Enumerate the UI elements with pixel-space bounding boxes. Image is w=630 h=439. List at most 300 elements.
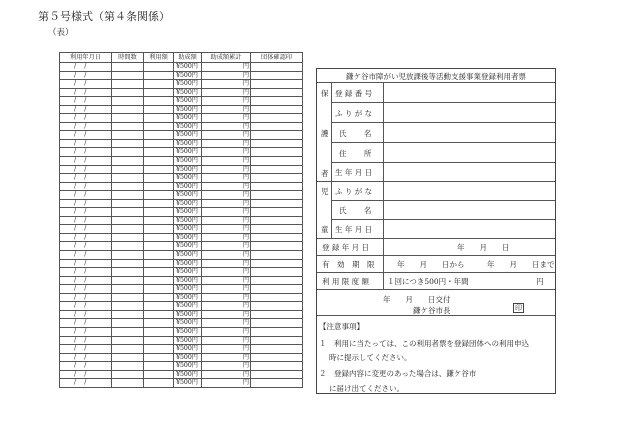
group-seal-cell (251, 370, 303, 379)
table-row (60, 353, 303, 362)
form-subtitle: （表） (48, 28, 74, 38)
usage-amount-cell (144, 327, 174, 336)
group-seal-cell (251, 139, 303, 148)
subsidy-cumulative-cell: 円 (202, 379, 251, 388)
subsidy-cumulative-cell: 円 (202, 251, 251, 260)
subsidy-cumulative-cell: 円 (202, 233, 251, 242)
hours-cell (112, 63, 144, 72)
usage-amount-cell (144, 293, 174, 302)
hours-cell (112, 276, 144, 285)
subsidy-cumulative-cell: 円 (202, 71, 251, 80)
subsidy-cumulative-cell: 円 (202, 80, 251, 89)
hours-cell (112, 242, 144, 251)
group-seal-cell (251, 97, 303, 106)
subsidy-amount-cell: ¥500円 (174, 285, 202, 294)
validity-label: 有 効 期 限 (322, 260, 375, 269)
subsidy-amount-cell: ¥500円 (174, 259, 202, 268)
hours-cell (112, 71, 144, 80)
subsidy-cumulative-cell: 円 (202, 97, 251, 106)
table-row (60, 251, 303, 260)
header-hours: 時間数 (112, 53, 144, 63)
hours-cell (112, 379, 144, 388)
group-seal-cell (251, 233, 303, 242)
hours-cell (112, 97, 144, 106)
usage-date-cell: / / (60, 319, 112, 328)
hours-cell (112, 293, 144, 302)
child-char-1: 児 (321, 187, 329, 196)
usage-amount-cell (144, 105, 174, 114)
hours-cell (112, 310, 144, 319)
group-seal-cell (251, 88, 303, 97)
group-seal-cell (251, 71, 303, 80)
subsidy-amount-cell: ¥500円 (174, 302, 202, 311)
usage-limit-value: １回につき500円・年間 円 (387, 277, 544, 286)
subsidy-amount-cell: ¥500円 (174, 174, 202, 183)
usage-amount-cell (144, 379, 174, 388)
usage-amount-cell (144, 285, 174, 294)
note-line-1: １ 利用に当たっては、この利用者票を登録団体への利用申込 (319, 339, 529, 348)
group-seal-cell (251, 362, 303, 371)
table-row (60, 379, 303, 388)
usage-date-cell: / / (60, 310, 112, 319)
table-row (60, 327, 303, 336)
hours-cell (112, 182, 144, 191)
hours-cell (112, 251, 144, 260)
guardian-furigana-label: ふ り が な (335, 109, 373, 118)
subsidy-amount-cell: ¥500円 (174, 114, 202, 123)
subsidy-amount-cell: ¥500円 (174, 293, 202, 302)
subsidy-cumulative-cell: 円 (202, 182, 251, 191)
subsidy-amount-cell: ¥500円 (174, 105, 202, 114)
subsidy-cumulative-cell: 円 (202, 105, 251, 114)
subsidy-amount-cell: ¥500円 (174, 319, 202, 328)
subsidy-amount-cell: ¥500円 (174, 362, 202, 371)
hours-cell (112, 88, 144, 97)
table-row (60, 276, 303, 285)
usage-amount-cell (144, 97, 174, 106)
table-row (60, 165, 303, 174)
usage-amount-cell (144, 345, 174, 354)
group-seal-cell (251, 80, 303, 89)
usage-date-cell: / / (60, 379, 112, 388)
subsidy-amount-cell: ¥500円 (174, 276, 202, 285)
usage-amount-cell (144, 276, 174, 285)
guardian-char-3: 者 (321, 169, 329, 178)
hours-cell (112, 319, 144, 328)
usage-amount-cell (144, 174, 174, 183)
usage-date-cell: / / (60, 114, 112, 123)
subsidy-amount-cell: ¥500円 (174, 268, 202, 277)
usage-date-cell: / / (60, 122, 112, 131)
usage-date-cell: / / (60, 131, 112, 140)
usage-amount-cell (144, 362, 174, 371)
subsidy-amount-cell: ¥500円 (174, 336, 202, 345)
table-row (60, 319, 303, 328)
usage-date-cell: / / (60, 148, 112, 157)
subsidy-amount-cell: ¥500円 (174, 233, 202, 242)
hours-cell (112, 165, 144, 174)
usage-date-cell: / / (60, 370, 112, 379)
header-usage-date: 利用年月日 (60, 53, 112, 63)
usage-date-cell: / / (60, 259, 112, 268)
table-row (60, 157, 303, 166)
hours-cell (112, 174, 144, 183)
child-birthdate-label: 生 年 月 日 (335, 225, 373, 234)
subsidy-cumulative-cell: 円 (202, 148, 251, 157)
subsidy-cumulative-cell: 円 (202, 310, 251, 319)
usage-amount-cell (144, 302, 174, 311)
usage-date-cell: / / (60, 276, 112, 285)
subsidy-amount-cell: ¥500円 (174, 88, 202, 97)
subsidy-amount-cell: ¥500円 (174, 97, 202, 106)
subsidy-cumulative-cell: 円 (202, 208, 251, 217)
group-seal-cell (251, 216, 303, 225)
subsidy-amount-cell: ¥500円 (174, 216, 202, 225)
usage-date-cell: / / (60, 97, 112, 106)
table-row (60, 114, 303, 123)
child-furigana-label: ふ り が な (335, 187, 373, 196)
group-seal-cell (251, 174, 303, 183)
registered-user-card (316, 68, 556, 394)
subsidy-cumulative-cell: 円 (202, 131, 251, 140)
table-row (60, 97, 303, 106)
subsidy-amount-cell: ¥500円 (174, 251, 202, 260)
hours-cell (112, 327, 144, 336)
registration-date-value: 年 月 日 (457, 243, 510, 252)
subsidy-cumulative-cell: 円 (202, 122, 251, 131)
hours-cell (112, 199, 144, 208)
usage-date-cell: / / (60, 302, 112, 311)
subsidy-amount-cell: ¥500円 (174, 131, 202, 140)
usage-amount-cell (144, 259, 174, 268)
subsidy-cumulative-cell: 円 (202, 165, 251, 174)
hours-cell (112, 114, 144, 123)
usage-limit-label: 利 用 限 度 額 (322, 277, 370, 286)
usage-date-cell: / / (60, 182, 112, 191)
group-seal-cell (251, 191, 303, 200)
hours-cell (112, 259, 144, 268)
usage-date-cell: / / (60, 157, 112, 166)
group-seal-cell (251, 293, 303, 302)
subsidy-cumulative-cell: 円 (202, 353, 251, 362)
header-subsidy-amount: 助成額 (174, 53, 202, 63)
group-seal-cell (251, 157, 303, 166)
usage-date-cell: / / (60, 225, 112, 234)
usage-amount-cell (144, 336, 174, 345)
subsidy-amount-cell: ¥500円 (174, 165, 202, 174)
subsidy-cumulative-cell: 円 (202, 242, 251, 251)
note-line-4: に届け出てください。 (329, 384, 404, 393)
group-seal-cell (251, 336, 303, 345)
group-seal-cell (251, 63, 303, 72)
group-seal-cell (251, 114, 303, 123)
usage-amount-cell (144, 208, 174, 217)
table-row (60, 345, 303, 354)
subsidy-cumulative-cell: 円 (202, 157, 251, 166)
hours-cell (112, 233, 144, 242)
group-seal-cell (251, 302, 303, 311)
child-name-label: 氏 名 (339, 206, 372, 215)
table-row (60, 242, 303, 251)
card-title: 鎌ケ谷市障がい児放課後等活動支援事業登録利用者票 (346, 72, 526, 81)
usage-date-cell: / / (60, 327, 112, 336)
group-seal-cell (251, 379, 303, 388)
table-row (60, 191, 303, 200)
subsidy-amount-cell: ¥500円 (174, 345, 202, 354)
subsidy-amount-cell: ¥500円 (174, 71, 202, 80)
subsidy-cumulative-cell: 円 (202, 268, 251, 277)
usage-date-cell: / / (60, 242, 112, 251)
usage-amount-cell (144, 191, 174, 200)
subsidy-amount-cell: ¥500円 (174, 225, 202, 234)
subsidy-amount-cell: ¥500円 (174, 182, 202, 191)
group-seal-cell (251, 208, 303, 217)
usage-date-cell: / / (60, 353, 112, 362)
hours-cell (112, 216, 144, 225)
table-row (60, 71, 303, 80)
usage-date-cell: / / (60, 285, 112, 294)
subsidy-cumulative-cell: 円 (202, 276, 251, 285)
registration-date-label: 登 録 年 月 日 (322, 243, 370, 252)
group-seal-cell (251, 131, 303, 140)
usage-amount-cell (144, 242, 174, 251)
table-row (60, 63, 303, 72)
hours-cell (112, 302, 144, 311)
group-seal-cell (251, 310, 303, 319)
usage-date-cell: / / (60, 191, 112, 200)
usage-date-cell: / / (60, 208, 112, 217)
child-char-2: 童 (321, 225, 329, 234)
table-row (60, 208, 303, 217)
group-seal-cell (251, 242, 303, 251)
usage-date-cell: / / (60, 233, 112, 242)
subsidy-cumulative-cell: 円 (202, 336, 251, 345)
group-seal-cell (251, 259, 303, 268)
subsidy-cumulative-cell: 円 (202, 139, 251, 148)
usage-amount-cell (144, 157, 174, 166)
guardian-address-label: 住 所 (339, 149, 372, 158)
usage-date-cell: / / (60, 199, 112, 208)
group-seal-cell (251, 276, 303, 285)
subsidy-cumulative-cell: 円 (202, 88, 251, 97)
table-row (60, 80, 303, 89)
subsidy-cumulative-cell: 円 (202, 191, 251, 200)
hours-cell (112, 225, 144, 234)
usage-amount-cell (144, 88, 174, 97)
subsidy-amount-cell: ¥500円 (174, 139, 202, 148)
usage-table-header-row (60, 53, 303, 63)
hours-cell (112, 362, 144, 371)
group-seal-cell (251, 251, 303, 260)
table-row (60, 293, 303, 302)
usage-record-table (59, 52, 303, 388)
subsidy-amount-cell: ¥500円 (174, 199, 202, 208)
usage-amount-cell (144, 63, 174, 72)
hours-cell (112, 148, 144, 157)
subsidy-amount-cell: ¥500円 (174, 148, 202, 157)
usage-amount-cell (144, 310, 174, 319)
guardian-name-label: 氏 名 (339, 129, 372, 138)
usage-date-cell: / / (60, 174, 112, 183)
subsidy-amount-cell: ¥500円 (174, 208, 202, 217)
table-row (60, 233, 303, 242)
subsidy-amount-cell: ¥500円 (174, 370, 202, 379)
subsidy-amount-cell: ¥500円 (174, 379, 202, 388)
table-row (60, 139, 303, 148)
subsidy-amount-cell: ¥500円 (174, 310, 202, 319)
table-row (60, 285, 303, 294)
hours-cell (112, 157, 144, 166)
subsidy-cumulative-cell: 円 (202, 319, 251, 328)
subsidy-amount-cell: ¥500円 (174, 80, 202, 89)
table-row (60, 216, 303, 225)
group-seal-cell (251, 319, 303, 328)
note-line-2: 時に提示してください。 (329, 353, 412, 362)
group-seal-cell (251, 182, 303, 191)
table-row (60, 336, 303, 345)
guardian-char-2: 護 (321, 129, 329, 138)
subsidy-cumulative-cell: 円 (202, 259, 251, 268)
hours-cell (112, 353, 144, 362)
hours-cell (112, 268, 144, 277)
hours-cell (112, 122, 144, 131)
usage-date-cell: / / (60, 88, 112, 97)
subsidy-amount-cell: ¥500円 (174, 122, 202, 131)
subsidy-cumulative-cell: 円 (202, 285, 251, 294)
hours-cell (112, 191, 144, 200)
group-seal-cell (251, 353, 303, 362)
usage-date-cell: / / (60, 80, 112, 89)
header-group-seal: 団体確認印 (251, 53, 303, 63)
note-line-3: ２ 登録内容に変更のあった場合は、鎌ケ谷市 (319, 369, 477, 378)
subsidy-amount-cell: ¥500円 (174, 327, 202, 336)
usage-date-cell: / / (60, 105, 112, 114)
subsidy-cumulative-cell: 円 (202, 370, 251, 379)
hours-cell (112, 131, 144, 140)
usage-amount-cell (144, 80, 174, 89)
table-row (60, 199, 303, 208)
usage-amount-cell (144, 370, 174, 379)
group-seal-cell (251, 285, 303, 294)
subsidy-amount-cell: ¥500円 (174, 191, 202, 200)
group-seal-cell (251, 345, 303, 354)
group-seal-cell (251, 268, 303, 277)
table-row (60, 362, 303, 371)
hours-cell (112, 285, 144, 294)
usage-date-cell: / / (60, 71, 112, 80)
subsidy-cumulative-cell: 円 (202, 199, 251, 208)
table-row (60, 302, 303, 311)
usage-amount-cell (144, 165, 174, 174)
usage-date-cell: / / (60, 362, 112, 371)
subsidy-amount-cell: ¥500円 (174, 63, 202, 72)
usage-amount-cell (144, 319, 174, 328)
usage-amount-cell (144, 71, 174, 80)
usage-amount-cell (144, 251, 174, 260)
subsidy-cumulative-cell: 円 (202, 302, 251, 311)
usage-amount-cell (144, 216, 174, 225)
usage-date-cell: / / (60, 293, 112, 302)
table-row (60, 105, 303, 114)
group-seal-cell (251, 327, 303, 336)
subsidy-cumulative-cell: 円 (202, 293, 251, 302)
usage-date-cell: / / (60, 268, 112, 277)
subsidy-amount-cell: ¥500円 (174, 157, 202, 166)
table-row (60, 310, 303, 319)
table-row (60, 268, 303, 277)
group-seal-cell (251, 148, 303, 157)
group-seal-cell (251, 199, 303, 208)
table-row (60, 370, 303, 379)
header-subsidy-cumulative: 助成額累計 (202, 53, 251, 63)
usage-date-cell: / / (60, 63, 112, 72)
subsidy-cumulative-cell: 円 (202, 63, 251, 72)
usage-amount-cell (144, 353, 174, 362)
usage-amount-cell (144, 122, 174, 131)
table-row (60, 225, 303, 234)
guardian-char-1: 保 (321, 89, 329, 98)
seal-mark: 印 (515, 304, 522, 312)
group-seal-cell (251, 165, 303, 174)
issue-date: 年 月 日交付 (383, 295, 451, 304)
usage-amount-cell (144, 114, 174, 123)
group-seal-cell (251, 105, 303, 114)
usage-amount-cell (144, 268, 174, 277)
hours-cell (112, 139, 144, 148)
hours-cell (112, 80, 144, 89)
usage-amount-cell (144, 139, 174, 148)
usage-date-cell: / / (60, 251, 112, 260)
table-row (60, 174, 303, 183)
validity-value: 年 月 日から 年 月 日まで (397, 260, 555, 269)
usage-date-cell: / / (60, 165, 112, 174)
hours-cell (112, 208, 144, 217)
usage-amount-cell (144, 131, 174, 140)
table-row (60, 122, 303, 131)
usage-amount-cell (144, 182, 174, 191)
subsidy-cumulative-cell: 円 (202, 345, 251, 354)
usage-amount-cell (144, 199, 174, 208)
table-row (60, 131, 303, 140)
subsidy-amount-cell: ¥500円 (174, 353, 202, 362)
hours-cell (112, 336, 144, 345)
usage-date-cell: / / (60, 345, 112, 354)
hours-cell (112, 345, 144, 354)
subsidy-cumulative-cell: 円 (202, 216, 251, 225)
subsidy-cumulative-cell: 円 (202, 362, 251, 371)
usage-amount-cell (144, 225, 174, 234)
table-row (60, 182, 303, 191)
table-row (60, 88, 303, 97)
table-row (60, 259, 303, 268)
usage-date-cell: / / (60, 336, 112, 345)
notes-title: 【注意事項】 (319, 322, 364, 331)
header-usage-amount: 利用額 (144, 53, 174, 63)
subsidy-cumulative-cell: 円 (202, 114, 251, 123)
subsidy-amount-cell: ¥500円 (174, 242, 202, 251)
guardian-birthdate-label: 生 年 月 日 (335, 168, 373, 177)
hours-cell (112, 105, 144, 114)
group-seal-cell (251, 225, 303, 234)
usage-amount-cell (144, 233, 174, 242)
hours-cell (112, 370, 144, 379)
subsidy-cumulative-cell: 円 (202, 174, 251, 183)
guardian-registration-number-label: 登 録 番 号 (335, 89, 373, 98)
subsidy-cumulative-cell: 円 (202, 225, 251, 234)
issuer-name: 鎌ケ谷市長 (413, 306, 451, 315)
group-seal-cell (251, 122, 303, 131)
subsidy-cumulative-cell: 円 (202, 327, 251, 336)
